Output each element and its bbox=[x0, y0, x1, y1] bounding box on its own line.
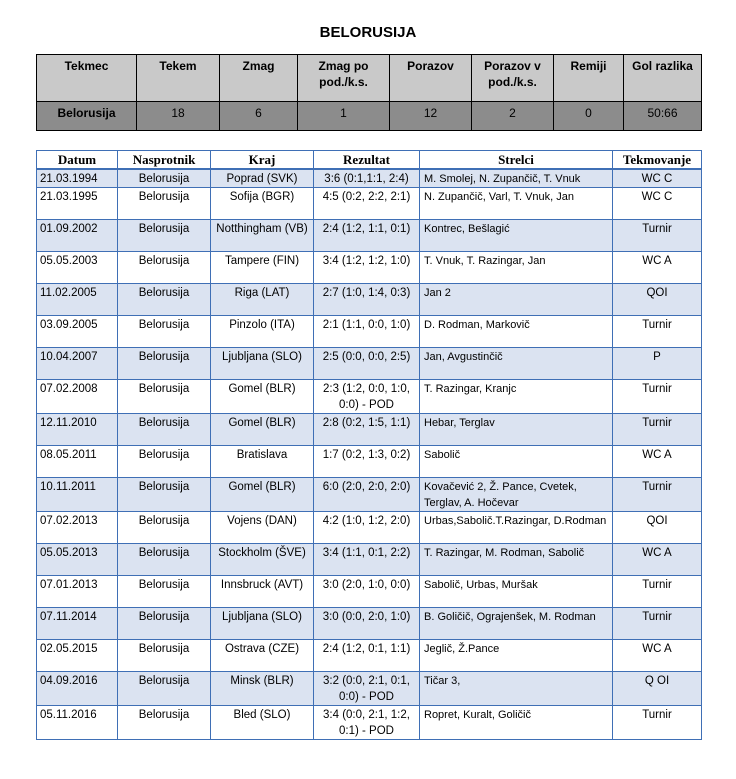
scorers-cell: Jan, Avgustinčič bbox=[420, 348, 613, 380]
summary-header-cell: Tekmec bbox=[37, 55, 137, 102]
results-header-cell: Tekmovanje bbox=[613, 151, 702, 170]
competition-cell: Q OI bbox=[613, 672, 702, 706]
table-row bbox=[37, 576, 702, 608]
competition-cell: Turnir bbox=[613, 608, 702, 640]
venue-cell: Stockholm (ŠVE) bbox=[211, 544, 314, 576]
opponent-cell: Belorusija bbox=[118, 544, 211, 576]
competition-cell: Turnir bbox=[613, 220, 702, 252]
table-row bbox=[37, 316, 702, 348]
summary-header-cell: Tekem bbox=[137, 55, 220, 102]
date-cell: 07.02.2008 bbox=[37, 380, 118, 414]
scorers-cell: N. Zupančič, Varl, T. Vnuk, Jan bbox=[420, 188, 613, 220]
results-table bbox=[36, 150, 702, 740]
opponent-cell: Belorusija bbox=[118, 284, 211, 316]
opponent-cell: Belorusija bbox=[118, 380, 211, 414]
competition-cell: Turnir bbox=[613, 576, 702, 608]
table-row bbox=[37, 169, 702, 188]
competition-cell: QOI bbox=[613, 512, 702, 544]
venue-cell: Gomel (BLR) bbox=[211, 478, 314, 512]
score-cell: 6:0 (2:0, 2:0, 2:0) bbox=[314, 478, 420, 512]
opponent-cell: Belorusija bbox=[118, 706, 211, 740]
date-cell: 04.09.2016 bbox=[37, 672, 118, 706]
score-cell: 3:4 (0:0, 2:1, 1:2, 0:1) - POD bbox=[314, 706, 420, 740]
opponent-cell: Belorusija bbox=[118, 608, 211, 640]
score-cell: 4:2 (1:0, 1:2, 2:0) bbox=[314, 512, 420, 544]
summary-header-cell: Zmag po pod./k.s. bbox=[298, 55, 390, 102]
scorers-cell: Kovačević 2, Ž. Pance, Cvetek, Terglav, A. Hočevar bbox=[420, 478, 613, 512]
opponent-cell: Belorusija bbox=[118, 446, 211, 478]
venue-cell: Notthingham (VB) bbox=[211, 220, 314, 252]
table-row bbox=[37, 544, 702, 576]
opponent-cell: Belorusija bbox=[118, 188, 211, 220]
score-cell: 3:4 (1:2, 1:2, 1:0) bbox=[314, 252, 420, 284]
competition-cell: Turnir bbox=[613, 414, 702, 446]
opponent-cell: Belorusija bbox=[118, 316, 211, 348]
score-cell: 1:7 (0:2, 1:3, 0:2) bbox=[314, 446, 420, 478]
table-row bbox=[37, 414, 702, 446]
date-cell: 05.05.2013 bbox=[37, 544, 118, 576]
score-cell: 3:0 (2:0, 1:0, 0:0) bbox=[314, 576, 420, 608]
score-cell: 3:2 (0:0, 2:1, 0:1, 0:0) - POD bbox=[314, 672, 420, 706]
summary-header-cell: Remiji bbox=[554, 55, 624, 102]
venue-cell: Tampere (FIN) bbox=[211, 252, 314, 284]
results-header-cell: Strelci bbox=[420, 151, 613, 170]
opponent-cell: Belorusija bbox=[118, 252, 211, 284]
date-cell: 21.03.1994 bbox=[37, 169, 118, 188]
date-cell: 01.09.2002 bbox=[37, 220, 118, 252]
summary-cell: 6 bbox=[220, 102, 298, 131]
venue-cell: Pinzolo (ITA) bbox=[211, 316, 314, 348]
competition-cell: WC A bbox=[613, 640, 702, 672]
scorers-cell: B. Goličič, Ograjenšek, M. Rodman bbox=[420, 608, 613, 640]
table-row bbox=[37, 252, 702, 284]
summary-header-cell: Porazov bbox=[390, 55, 472, 102]
date-cell: 07.02.2013 bbox=[37, 512, 118, 544]
date-cell: 11.02.2005 bbox=[37, 284, 118, 316]
date-cell: 07.11.2014 bbox=[37, 608, 118, 640]
score-cell: 2:4 (1:2, 0:1, 1:1) bbox=[314, 640, 420, 672]
table-row bbox=[37, 380, 702, 414]
summary-cell: 12 bbox=[390, 102, 472, 131]
venue-cell: Poprad (SVK) bbox=[211, 169, 314, 188]
scorers-cell: Kontrec, Bešlagić bbox=[420, 220, 613, 252]
venue-cell: Gomel (BLR) bbox=[211, 414, 314, 446]
results-header-cell: Nasprotnik bbox=[118, 151, 211, 170]
table-row bbox=[37, 608, 702, 640]
venue-cell: Ostrava (CZE) bbox=[211, 640, 314, 672]
table-row bbox=[37, 446, 702, 478]
table-row bbox=[37, 220, 702, 252]
scorers-cell: Hebar, Terglav bbox=[420, 414, 613, 446]
score-cell: 3:4 (1:1, 0:1, 2:2) bbox=[314, 544, 420, 576]
score-cell: 2:1 (1:1, 0:0, 1:0) bbox=[314, 316, 420, 348]
scorers-cell: Jan 2 bbox=[420, 284, 613, 316]
competition-cell: Turnir bbox=[613, 380, 702, 414]
summary-cell: 0 bbox=[554, 102, 624, 131]
venue-cell: Ljubljana (SLO) bbox=[211, 348, 314, 380]
page-title: BELORUSIJA bbox=[319, 24, 417, 41]
scorers-cell: Sabolič, Urbas, Muršak bbox=[420, 576, 613, 608]
score-cell: 2:5 (0:0, 0:0, 2:5) bbox=[314, 348, 420, 380]
table-row bbox=[37, 672, 702, 706]
opponent-cell: Belorusija bbox=[118, 220, 211, 252]
score-cell: 3:0 (0:0, 2:0, 1:0) bbox=[314, 608, 420, 640]
opponent-cell: Belorusija bbox=[118, 414, 211, 446]
scorers-cell: D. Rodman, Markovič bbox=[420, 316, 613, 348]
scorers-cell: Urbas,Sabolič.T.Razingar, D.Rodman bbox=[420, 512, 613, 544]
opponent-cell: Belorusija bbox=[118, 348, 211, 380]
summary-cell: 1 bbox=[298, 102, 390, 131]
table-row bbox=[37, 188, 702, 220]
opponent-cell: Belorusija bbox=[118, 512, 211, 544]
date-cell: 02.05.2015 bbox=[37, 640, 118, 672]
results-header-cell: Rezultat bbox=[314, 151, 420, 170]
competition-cell: Turnir bbox=[613, 706, 702, 740]
venue-cell: Sofija (BGR) bbox=[211, 188, 314, 220]
date-cell: 10.11.2011 bbox=[37, 478, 118, 512]
opponent-cell: Belorusija bbox=[118, 576, 211, 608]
date-cell: 03.09.2005 bbox=[37, 316, 118, 348]
table-row bbox=[37, 348, 702, 380]
scorers-cell: Jeglič, Ž.Pance bbox=[420, 640, 613, 672]
table-row bbox=[37, 706, 702, 740]
results-header-row bbox=[37, 151, 702, 170]
opponent-cell: Belorusija bbox=[118, 640, 211, 672]
venue-cell: Minsk (BLR) bbox=[211, 672, 314, 706]
venue-cell: Bratislava bbox=[211, 446, 314, 478]
scorers-cell: T. Razingar, Kranjc bbox=[420, 380, 613, 414]
competition-cell: WC A bbox=[613, 252, 702, 284]
competition-cell: WC A bbox=[613, 544, 702, 576]
venue-cell: Ljubljana (SLO) bbox=[211, 608, 314, 640]
score-cell: 2:7 (1:0, 1:4, 0:3) bbox=[314, 284, 420, 316]
competition-cell: QOI bbox=[613, 284, 702, 316]
scorers-cell: Tičar 3, bbox=[420, 672, 613, 706]
summary-data-row bbox=[37, 102, 702, 131]
table-row bbox=[37, 640, 702, 672]
venue-cell: Gomel (BLR) bbox=[211, 380, 314, 414]
date-cell: 10.04.2007 bbox=[37, 348, 118, 380]
scorers-cell: M. Smolej, N. Zupančič, T. Vnuk bbox=[420, 169, 613, 188]
date-cell: 05.11.2016 bbox=[37, 706, 118, 740]
table-row bbox=[37, 478, 702, 512]
scorers-cell: Ropret, Kuralt, Goličič bbox=[420, 706, 613, 740]
venue-cell: Innsbruck (AVT) bbox=[211, 576, 314, 608]
score-cell: 3:6 (0:1,1:1, 2:4) bbox=[314, 169, 420, 188]
venue-cell: Bled (SLO) bbox=[211, 706, 314, 740]
summary-header-cell: Porazov v pod./k.s. bbox=[472, 55, 554, 102]
score-cell: 2:8 (0:2, 1:5, 1:1) bbox=[314, 414, 420, 446]
results-header-cell: Kraj bbox=[211, 151, 314, 170]
summary-table bbox=[36, 54, 702, 131]
summary-header-row bbox=[37, 55, 702, 102]
scorers-cell: T. Vnuk, T. Razingar, Jan bbox=[420, 252, 613, 284]
score-cell: 2:3 (1:2, 0:0, 1:0, 0:0) - POD bbox=[314, 380, 420, 414]
competition-cell: WC C bbox=[613, 188, 702, 220]
competition-cell: Turnir bbox=[613, 478, 702, 512]
summary-cell: 2 bbox=[472, 102, 554, 131]
competition-cell: Turnir bbox=[613, 316, 702, 348]
summary-cell: 18 bbox=[137, 102, 220, 131]
date-cell: 05.05.2003 bbox=[37, 252, 118, 284]
results-header-cell: Datum bbox=[37, 151, 118, 170]
score-cell: 4:5 (0:2, 2:2, 2:1) bbox=[314, 188, 420, 220]
table-row bbox=[37, 512, 702, 544]
venue-cell: Vojens (DAN) bbox=[211, 512, 314, 544]
date-cell: 12.11.2010 bbox=[37, 414, 118, 446]
opponent-cell: Belorusija bbox=[118, 672, 211, 706]
opponent-cell: Belorusija bbox=[118, 478, 211, 512]
competition-cell: WC C bbox=[613, 169, 702, 188]
results-body bbox=[37, 169, 702, 740]
date-cell: 07.01.2013 bbox=[37, 576, 118, 608]
scorers-cell: Sabolič bbox=[420, 446, 613, 478]
summary-cell: Belorusija bbox=[37, 102, 137, 131]
competition-cell: P bbox=[613, 348, 702, 380]
opponent-cell: Belorusija bbox=[118, 169, 211, 188]
summary-header-cell: Gol razlika bbox=[624, 55, 702, 102]
scorers-cell: T. Razingar, M. Rodman, Sabolič bbox=[420, 544, 613, 576]
venue-cell: Riga (LAT) bbox=[211, 284, 314, 316]
date-cell: 08.05.2011 bbox=[37, 446, 118, 478]
competition-cell: WC A bbox=[613, 446, 702, 478]
summary-header-cell: Zmag bbox=[220, 55, 298, 102]
table-row bbox=[37, 284, 702, 316]
summary-cell: 50:66 bbox=[624, 102, 702, 131]
date-cell: 21.03.1995 bbox=[37, 188, 118, 220]
score-cell: 2:4 (1:2, 1:1, 0:1) bbox=[314, 220, 420, 252]
